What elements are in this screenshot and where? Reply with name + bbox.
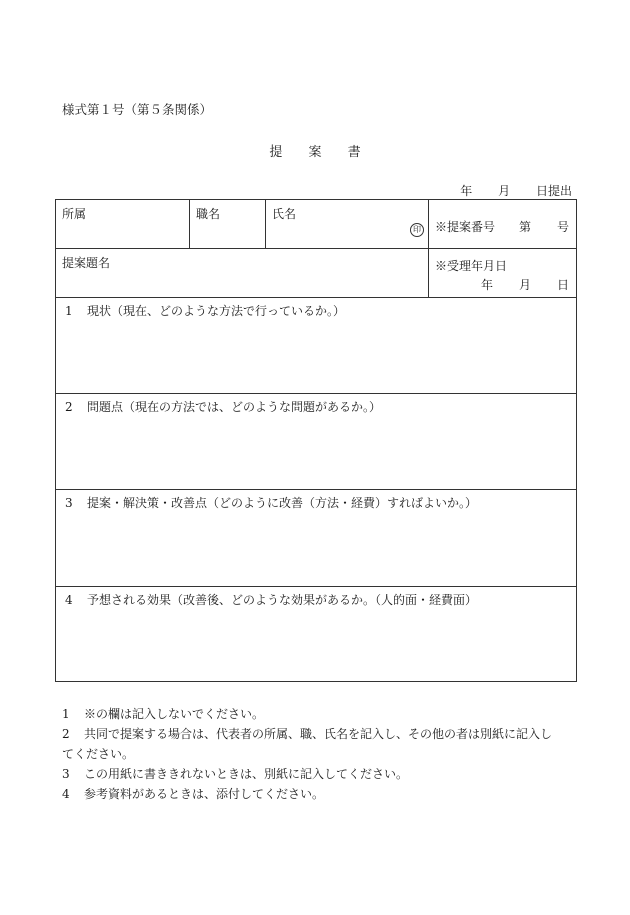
divider [56,393,576,394]
note-text: この用紙に書ききれないときは、別紙に記入してください。 [84,767,409,781]
section-number: 3 [65,496,73,510]
section-number: 2 [65,400,73,414]
divider [56,586,576,587]
note-item [62,704,552,724]
date-month: 月 [498,184,511,198]
received-month: 月 [519,278,532,292]
proposal-number-prefix: 第 [519,220,532,234]
title-char: 提 [269,145,283,160]
position-label: 職名 [196,207,221,221]
section-problems [65,398,381,415]
note-number: 1 [62,707,70,721]
section-proposal [65,494,477,511]
divider [56,297,576,298]
date-year: 年 [460,184,473,198]
section-current-state [65,302,345,319]
note-number: 2 [62,727,70,741]
notes-list [62,704,552,804]
note-item [62,784,552,804]
divider [189,200,190,248]
title-char: 書 [347,145,361,160]
note-text: 共同で提案する場合は、代表者の所属、職、氏名を記入し、その他の者は別紙に記入し [84,727,553,741]
section-text: 提案・解決策・改善点（どのように改善（方法・経費）すればよいか。） [87,496,478,510]
note-number: 3 [62,767,70,781]
note-item [62,724,552,744]
name-label: 氏名 [272,207,297,221]
received-day: 日 [557,278,570,292]
proposal-number-suffix: 号 [557,220,570,234]
section-number: 4 [65,593,73,607]
document-title [0,141,630,160]
received-year: 年 [481,278,494,292]
date-day-submit: 日提出 [535,184,572,198]
title-char: 案 [308,145,322,160]
section-text: 問題点（現在の方法では、どのような問題があるか。） [87,400,382,414]
note-number: 4 [62,787,70,801]
section-text: 予想される効果（改善後、どのような効果があるか。（人的面・経費面） [87,593,478,607]
note-continuation: てください。 [62,747,135,761]
divider [265,200,266,248]
section-number: 1 [65,304,73,318]
affiliation-label: 所属 [62,207,87,221]
divider [56,248,576,249]
proposal-number-label: ※提案番号 [435,220,496,234]
section-text: 現状（現在、どのような方法で行っているか。） [87,304,346,318]
form-number-label: 様式第１号（第５条関係） [62,102,213,117]
note-text: 参考資料があるときは、添付してください。 [84,787,325,801]
note-text: ※の欄は記入しないでください。 [84,707,265,721]
proposal-title-label: 提案題名 [62,256,111,270]
divider [56,489,576,490]
section-expected-effect [65,591,477,608]
received-date-label: ※受理年月日 [435,259,508,273]
note-item [62,764,552,784]
submission-date [460,182,572,199]
seal-icon: 印 [410,223,424,237]
proposal-form-table [55,199,577,682]
